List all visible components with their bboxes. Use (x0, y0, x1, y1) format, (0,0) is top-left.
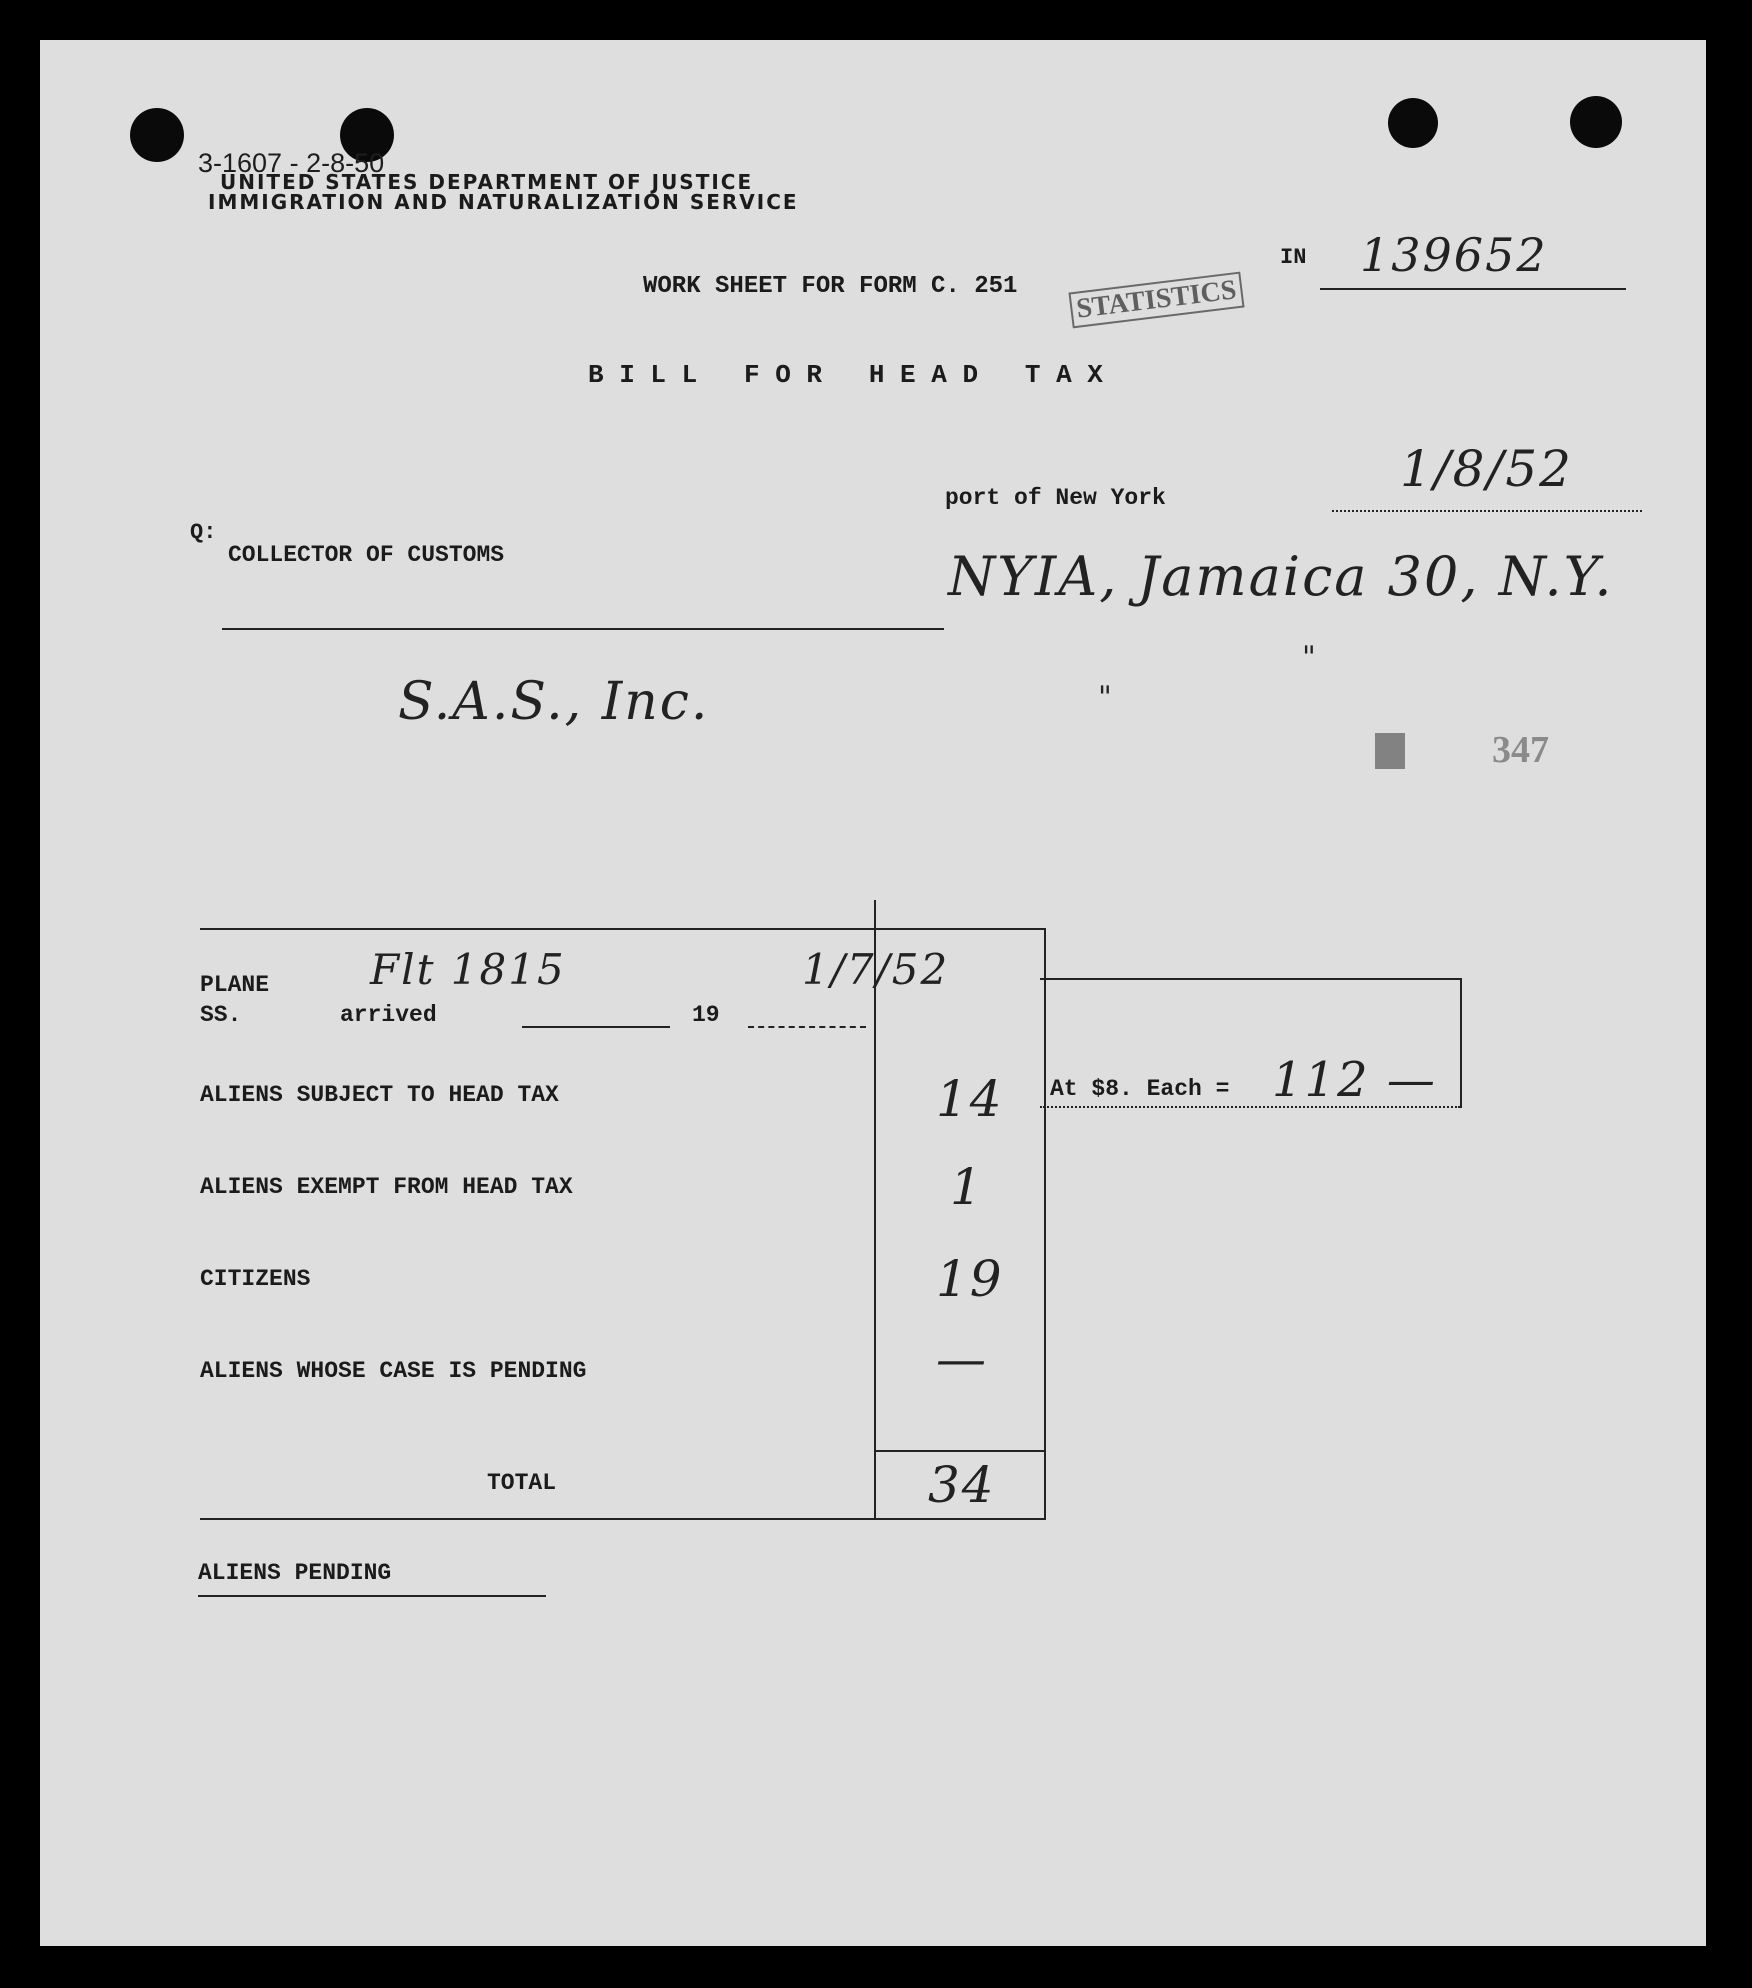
row-label-pending: ALIENS WHOSE CASE IS PENDING (200, 1358, 587, 1384)
carrier-handwritten: S.A.S., Inc. (398, 672, 710, 732)
arrived-label: arrived (340, 1002, 437, 1028)
table-top-line (200, 928, 1046, 930)
total-value: 34 (928, 1456, 996, 1514)
worksheet-title: WORK SHEET FOR FORM C. 251 (643, 273, 1018, 300)
aliens-pending-line (198, 1595, 546, 1597)
port-label: port of New York (945, 485, 1166, 511)
row-label-subject-to-tax: ALIENS SUBJECT TO HEAD TAX (200, 1082, 559, 1108)
location-handwritten: NYIA, Jamaica 30, N.Y. (948, 545, 1614, 608)
service-name: IMMIGRATION AND NATURALIZATION SERVICE (208, 190, 799, 214)
row-value-citizens: 19 (936, 1250, 1004, 1308)
collector-of-customs: COLLECTOR OF CUSTOMS (228, 542, 505, 568)
arrival-date: 1/7/52 (802, 945, 950, 994)
punch-hole (130, 108, 184, 162)
row-label-exempt: ALIENS EXEMPT FROM HEAD TAX (200, 1174, 573, 1200)
aliens-pending-label: ALIENS PENDING (198, 1560, 392, 1586)
in-label: IN (1280, 245, 1307, 270)
rate-box-top (1040, 978, 1460, 980)
ss-label: SS. (200, 1002, 242, 1028)
flight-number: Flt 1815 (370, 945, 566, 994)
punch-hole (1570, 96, 1622, 148)
collector-line (222, 628, 944, 630)
department-name: UNITED STATES DEPARTMENT OF JUSTICE (220, 170, 754, 194)
form-reference: 3-1607 - 2-8-50 (198, 148, 385, 178)
table-bottom-line (200, 1518, 1046, 1520)
ditto-mark: " (1302, 640, 1318, 675)
punch-hole (1388, 98, 1438, 148)
row-value-subject-to-tax: 14 (936, 1070, 1004, 1128)
arrival-line (522, 1026, 670, 1028)
year-line (748, 1026, 866, 1028)
total-label: TOTAL (487, 1470, 557, 1496)
in-number-line (1320, 288, 1626, 290)
plane-label: PLANE (200, 972, 270, 998)
statistics-stamp: STATISTICS (1068, 272, 1244, 329)
rate-amount: 112 — (1272, 1052, 1437, 1108)
ditto-mark: " (1098, 680, 1114, 715)
total-separator-line (876, 1450, 1044, 1452)
to-label: Q: (190, 520, 217, 545)
rate-box-right (1460, 978, 1462, 1108)
in-number: 139652 (1360, 228, 1548, 282)
stamp-mark (1375, 733, 1405, 769)
document-sheet (40, 40, 1706, 1946)
date: 1/8/52 (1400, 440, 1573, 498)
rate-label: At $8. Each = (1050, 1076, 1230, 1102)
row-value-exempt: 1 (950, 1158, 984, 1216)
stamp-number: 347 (1492, 729, 1549, 771)
date-line (1332, 510, 1642, 512)
row-value-pending: — (936, 1330, 988, 1388)
bill-title: B I L L F O R H E A D T A X (588, 360, 1103, 390)
row-label-citizens: CITIZENS (200, 1266, 311, 1292)
value-column-right-border (1044, 928, 1046, 1518)
year-prefix: 19 (692, 1002, 720, 1028)
